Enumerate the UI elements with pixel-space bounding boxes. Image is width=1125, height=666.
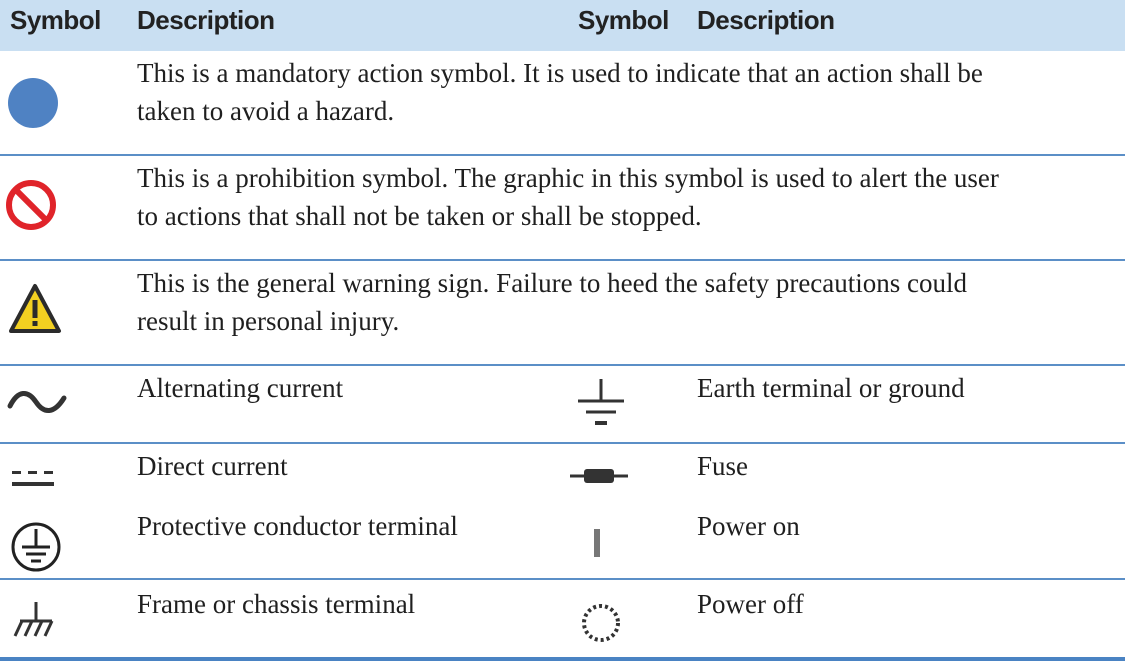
right-label: Earth terminal or ground (697, 373, 965, 403)
description-line: This is a mandatory action symbol. It is used to indicate that an action shall be (137, 58, 983, 88)
power-on-icon (590, 527, 604, 559)
header-symbol-1: Symbol (10, 5, 101, 35)
direct-current-icon (10, 470, 56, 490)
row-divider (0, 442, 1125, 444)
alternating-current-icon (6, 386, 72, 416)
right-label: Fuse (697, 451, 749, 481)
header-symbol-2: Symbol (578, 5, 669, 35)
description-line: to actions that shall not be taken or shall be stopped. (137, 201, 702, 231)
right-label: Power on (697, 511, 800, 541)
table-bottom-rule (0, 657, 1125, 661)
protective-conductor-icon (9, 520, 63, 574)
description-line: result in personal injury. (137, 306, 400, 336)
left-label: Alternating current (137, 373, 344, 403)
row-description (137, 264, 967, 340)
fuse-icon (568, 464, 630, 488)
mandatory-action-icon (6, 77, 60, 129)
description-line: This is a prohibition symbol. The graphic in this symbol is used to alert the user (137, 163, 999, 193)
prohibition-icon (4, 178, 58, 232)
table-header (0, 0, 1125, 51)
power-off-icon (578, 601, 624, 645)
left-label: Frame or chassis terminal (137, 589, 416, 619)
left-label: Protective conductor terminal (137, 511, 458, 541)
left-label: Direct current (137, 451, 288, 481)
description-line: taken to avoid a hazard. (137, 96, 395, 126)
row-description (137, 54, 983, 130)
row-divider (0, 578, 1125, 580)
description-line: This is the general warning sign. Failure to heed the safety precautions could (137, 268, 968, 298)
row-description (137, 159, 999, 235)
row-divider (0, 154, 1125, 156)
chassis-terminal-icon (12, 600, 56, 642)
right-label: Power off (697, 589, 804, 619)
header-description-2: Description (697, 5, 835, 35)
header-description-1: Description (137, 5, 275, 35)
row-divider (0, 259, 1125, 261)
earth-ground-icon (575, 377, 627, 429)
row-divider (0, 364, 1125, 366)
warning-triangle-icon (8, 283, 62, 335)
